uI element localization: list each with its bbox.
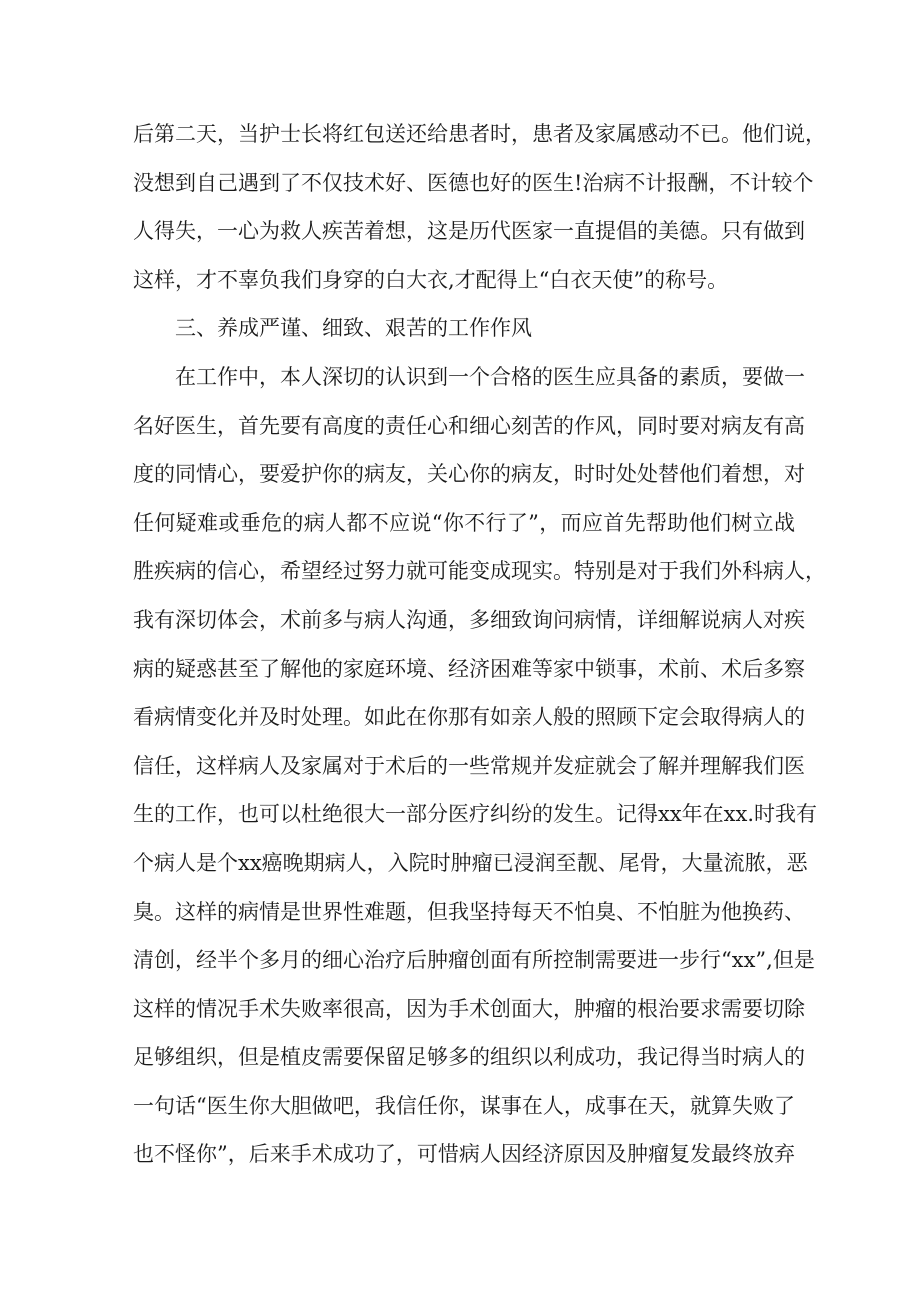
text-line-18: 清创，经半个多月的细心治疗后肿瘤创面有所控制需要进一步行“xx”,但是 [133,948,815,973]
text-line-14: 信任，这样病人及家属对于术后的一些常规并发症就会了解并理解我们医 [133,753,805,778]
text-line-11: 我有深切体会，术前多与病人沟通，多细致询问病情，详细解说病人对疾 [133,607,805,632]
text-line-12: 病的疑惑甚至了解他的家庭环境、经济困难等家中锁事，术前、术后多察 [133,656,805,681]
text-line-13: 看病情变化并及时处理。如此在你那有如亲人般的照顾下定会取得病人的 [133,705,805,730]
text-line-21: 一句话“医生你大胆做吧，我信任你，谋事在人，成事在天，就算失败了 [133,1093,795,1118]
text-line-9: 任何疑难或垂危的病人都不应说“你不行了”，而应首先帮助他们树立战 [133,510,795,535]
text-line-8: 度的同情心，要爱护你的病友，关心你的病友，时时处处替他们着想，对 [133,462,805,487]
text-line-2: 没想到自己遇到了不仅技术好、医德也好的医生!治病不计报酬，不计较个 [133,170,814,195]
text-line-19: 这样的情况手术失败率很高，因为手术创面大，肿瘤的根治要求需要切除 [133,996,805,1021]
text-line-6: 在工作中，本人深切的认识到一个合格的医生应具备的素质，要做一 [175,364,805,389]
text-line-16: 个病人是个xx癌晚期病人，入院时肿瘤已浸润至靓、尾骨，大量流脓，恶 [133,850,808,875]
document-body [133,110,826,1179]
text-line-20: 足够组织，但是植皮需要保留足够多的组织以利成功，我记得当时病人的 [133,1045,805,1070]
text-line-4: 这样，才不辜负我们身穿的白大衣,才配得上“白衣天使”的称号。 [133,267,729,292]
text-line-17: 臭。这样的病情是世界性难题，但我坚持每天不怕臭、不怕脏为他换药、 [133,899,805,924]
text-line-7: 名好医生，首先要有高度的责任心和细心刻苦的作风，同时要对病友有高 [133,413,805,438]
text-line-22: 也不怪你”，后来手术成功了，可惜病人因经济原因及肿瘤复发最终放弃 [133,1142,795,1167]
text-line-3: 人得失，一心为救人疾苦着想，这是历代医家一直提倡的美德。只有做到 [133,219,805,244]
text-line-10: 胜疾病的信心，希望经过努力就可能变成现实。特别是对于我们外科病人， [133,559,826,584]
section-heading: 三、养成严谨、细致、艰苦的工作作风 [175,316,532,341]
text-line-1: 后第二天，当护士长将红包送还给患者时，患者及家属感动不已。他们说， [133,122,826,146]
text-line-15: 生的工作，也可以杜绝很大一部分医疗纠纷的发生。记得xx年在xx.时我有 [133,802,818,827]
